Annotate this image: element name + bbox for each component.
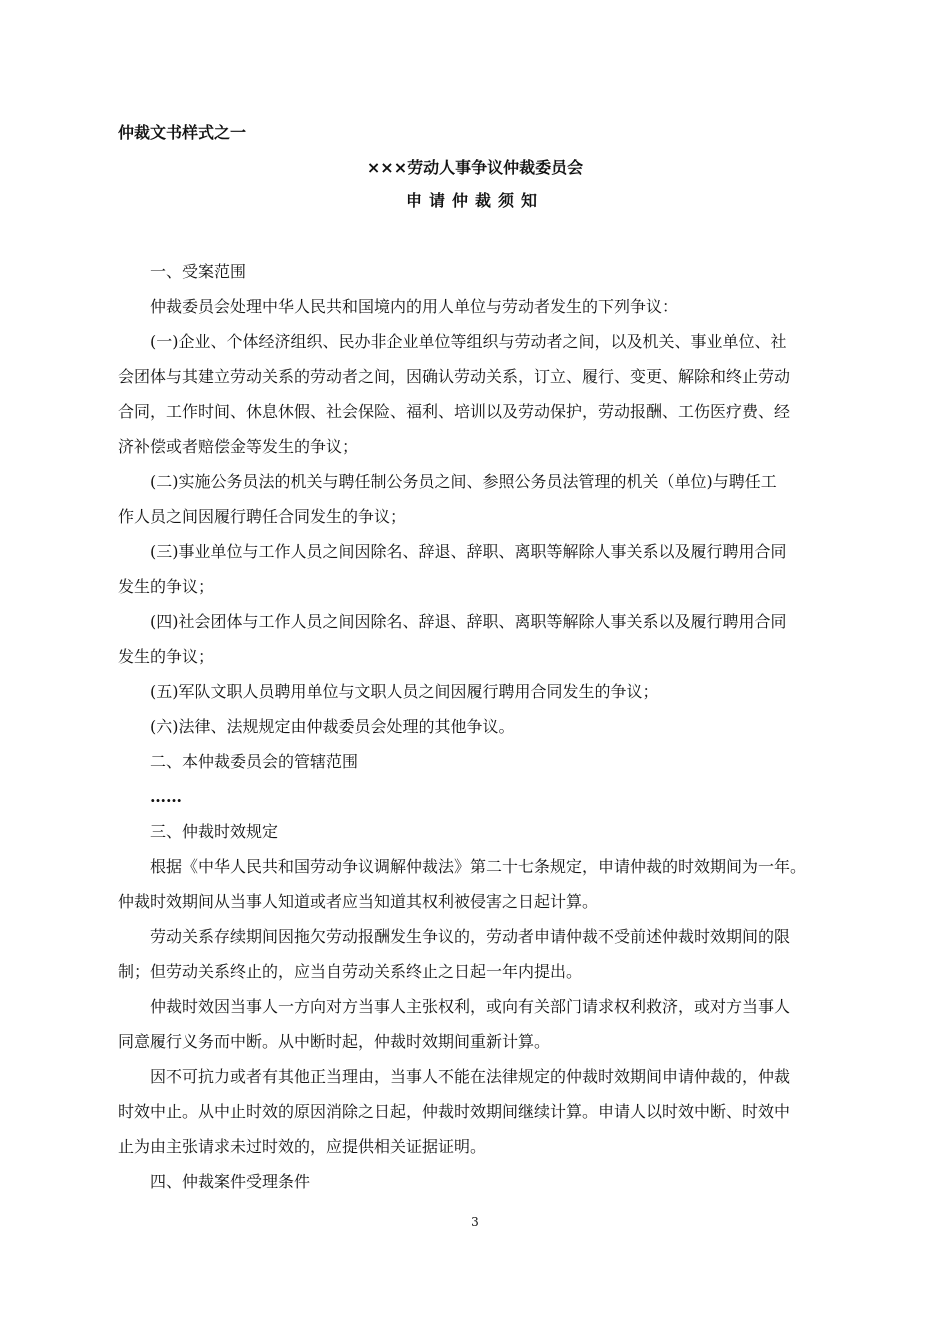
paragraph-line: 仲裁时效因当事人一方向对方当事人主张权利，或向有关部门请求权利救济，或对方当事人 <box>150 997 791 1016</box>
paragraph-line: 济补偿或者赔偿金等发生的争议； <box>118 437 359 456</box>
section-heading-3: 三、仲裁时效规定 <box>150 822 279 841</box>
document-style-label: 仲裁文书样式之一 <box>118 123 247 142</box>
paragraph-line: 同意履行义务而中断。从中断时起，仲裁时效期间重新计算。 <box>118 1032 551 1051</box>
organization-title: ×××劳动人事争议仲裁委员会 <box>366 158 584 177</box>
paragraph-line: 时效中止。从中止时效的原因消除之日起，仲裁时效期间继续计算。申请人以时效中断、时效中 <box>118 1102 791 1121</box>
ellipsis: …… <box>150 787 182 806</box>
paragraph-line: 作人员之间因履行聘任合同发生的争议； <box>118 507 407 526</box>
paragraph-line: (五)军队文职人员聘用单位与文职人员之间因履行聘用合同发生的争议； <box>150 682 659 701</box>
paragraph-line: (六)法律、法规规定由仲裁委员会处理的其他争议。 <box>150 717 515 736</box>
paragraph-line: 劳动关系存续期间因拖欠劳动报酬发生争议的，劳动者申请仲裁不受前述仲裁时效期间的限 <box>150 927 791 946</box>
section-heading-4: 四、仲裁案件受理条件 <box>150 1172 311 1191</box>
paragraph-line: 根据《中华人民共和国劳动争议调解仲裁法》第二十七条规定，申请仲裁的时效期间为一年。 <box>150 857 807 876</box>
page-number: 3 <box>471 1215 479 1229</box>
paragraph-line: 合同，工作时间、休息休假、社会保险、福利、培训以及劳动保护，劳动报酬、工伤医疗费、经 <box>118 402 791 421</box>
paragraph-line: 制；但劳动关系终止的，应当自劳动关系终止之日起一年内提出。 <box>118 962 583 981</box>
document-title: 申请仲裁须知 <box>405 191 544 210</box>
section-heading-2: 二、本仲裁委员会的管辖范围 <box>150 752 359 771</box>
paragraph-line: 发生的争议； <box>118 577 215 596</box>
paragraph-line: (二)实施公务员法的机关与聘任制公务员之间、参照公务员法管理的机关（单位)与聘任工 <box>150 472 777 491</box>
paragraph-line: 发生的争议； <box>118 647 215 666</box>
paragraph-line: 会团体与其建立劳动关系的劳动者之间，因确认劳动关系，订立、履行、变更、解除和终止劳动 <box>118 367 791 386</box>
paragraph-line: 仲裁时效期间从当事人知道或者应当知道其权利被侵害之日起计算。 <box>118 892 599 911</box>
paragraph-line: 止为由主张请求未过时效的，应提供相关证据证明。 <box>118 1137 487 1156</box>
paragraph-line: 因不可抗力或者有其他正当理由，当事人不能在法律规定的仲裁时效期间申请仲裁的，仲裁 <box>150 1067 791 1086</box>
paragraph-line: 仲裁委员会处理中华人民共和国境内的用人单位与劳动者发生的下列争议： <box>150 297 679 316</box>
paragraph-line: (四)社会团体与工作人员之间因除名、辞退、辞职、离职等解除人事关系以及履行聘用合同 <box>150 612 787 631</box>
paragraph-line: (三)事业单位与工作人员之间因除名、辞退、辞职、离职等解除人事关系以及履行聘用合同 <box>150 542 787 561</box>
paragraph-line: (一)企业、个体经济组织、民办非企业单位等组织与劳动者之间，以及机关、事业单位、社 <box>150 332 787 351</box>
document-body <box>118 254 830 1199</box>
section-heading-1: 一、受案范围 <box>150 262 247 281</box>
